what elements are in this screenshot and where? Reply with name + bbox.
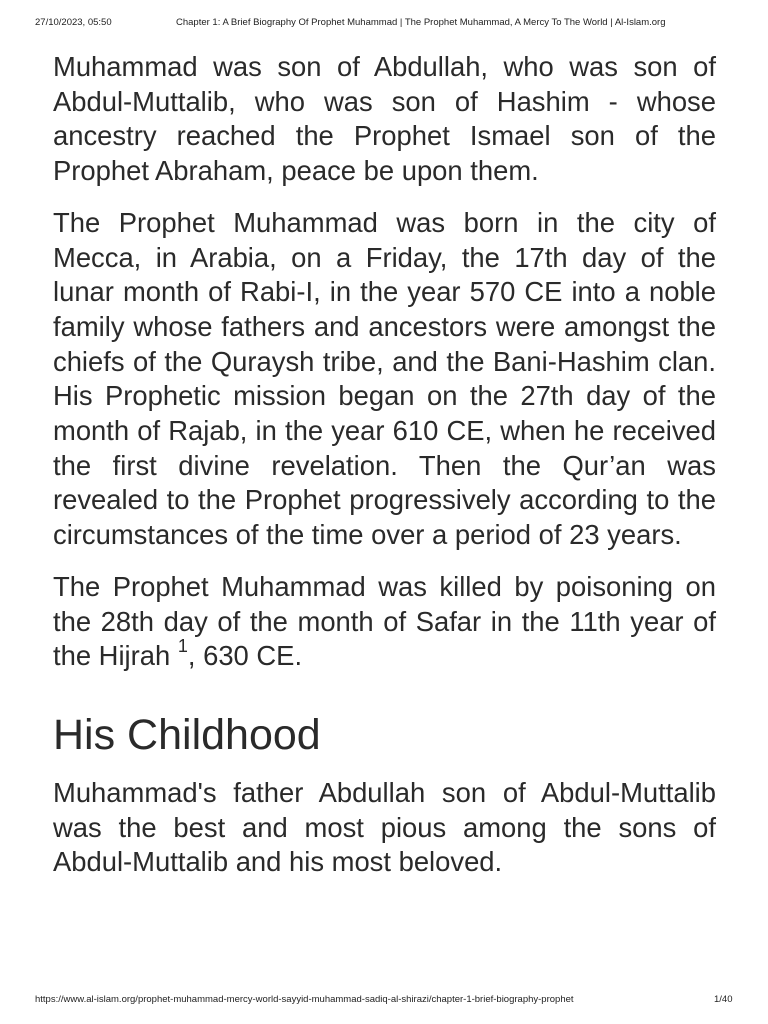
paragraph-death-text-end: , 630 CE.: [187, 640, 303, 672]
print-footer: [0, 994, 768, 1008]
paragraph-death: [53, 570, 716, 674]
footnote-link[interactable]: 1: [177, 635, 188, 656]
paragraph-death-text: The Prophet Muhammad was killed by poisoning on the 28th day of the month of Safar in the 11th year of the Hijrah: [53, 570, 716, 672]
print-page-title: Chapter 1: A Brief Biography Of Prophet Muhammad | The Prophet Muhammad, A Mercy To The World | Al-Islam.org: [176, 17, 666, 28]
page-url: https://www.al-islam.org/prophet-muhammad-mercy-world-sayyid-muhammad-sadiq-al-shirazi/chapter-1-brief-biography-prophet: [35, 994, 574, 1005]
paragraph-birth: The Prophet Muhammad was born in the city of Mecca, in Arabia, on a Friday, the 17th day of the lunar month of Rabi-I, in the year 570 CE into a noble family whose fathers and ancestors were amongst the chiefs of the Quraysh tribe, and the Bani-Hashim clan. His Prophetic mission began on the 27th day of the month of Rajab, in the year 610 CE, when he received the first divine revelation. Then the Qur’an was revealed to the Prophet progressively according to the circumstances of the time over a period of 23 years.: [53, 206, 716, 551]
paragraph-childhood: Muhammad's father Abdullah son of Abdul-Muttalib was the best and most pious among the sons of Abdul-Muttalib and his most beloved.: [53, 776, 716, 878]
section-heading-childhood: His Childhood: [53, 710, 321, 759]
article-content: [53, 50, 716, 880]
print-date: 27/10/2023, 05:50: [35, 17, 112, 28]
paragraph-lineage: Muhammad was son of Abdullah, who was son of Abdul-Muttalib, who was son of Hashim - whose ancestry reached the Prophet Ismael son of the Prophet Abraham, peace be upon them.: [53, 51, 716, 187]
print-header: [0, 17, 768, 31]
page-number: 1/40: [714, 994, 733, 1005]
